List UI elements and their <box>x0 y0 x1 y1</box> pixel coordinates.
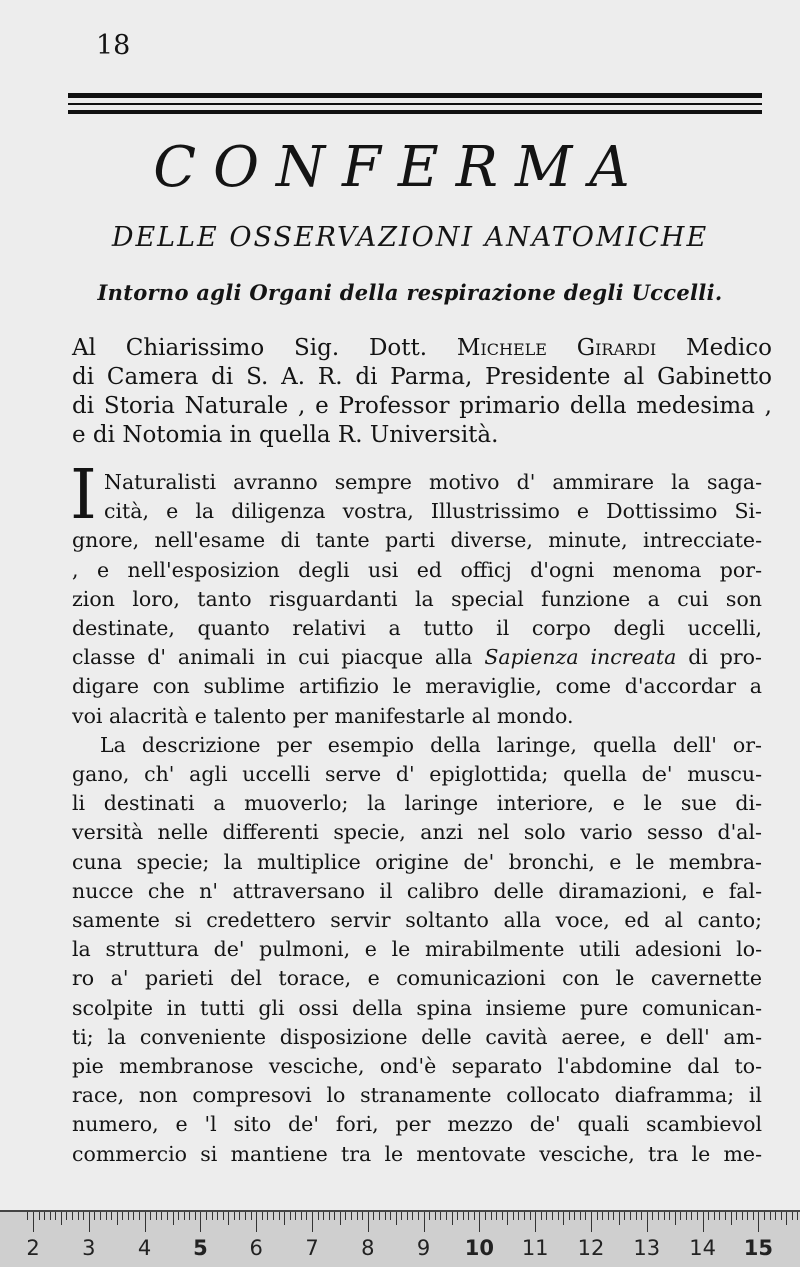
ruler-tick <box>78 1212 79 1220</box>
dedication-line: di Storia Naturale , e Professor primario della medesima , <box>72 393 772 419</box>
ruler-tick <box>602 1212 603 1220</box>
ruler-tick <box>256 1212 257 1232</box>
text-line: numero, e 'l sito de' fori, per mezzo de' quali scambievol <box>72 1112 762 1137</box>
ruler-label: 3 <box>82 1236 96 1260</box>
ruler-tick <box>318 1212 319 1220</box>
ruler-tick <box>150 1212 151 1220</box>
ruler-tick <box>541 1212 542 1220</box>
ruler-tick <box>239 1212 240 1220</box>
ruler-tick <box>100 1212 101 1220</box>
ruler-tick <box>636 1212 637 1220</box>
page-number: 18 <box>96 30 131 61</box>
ruler-tick <box>513 1212 514 1220</box>
ruler-label: 4 <box>137 1236 152 1260</box>
ruler-tick <box>630 1212 631 1220</box>
ruler-tick <box>457 1212 458 1220</box>
ruler-label: 14 <box>689 1236 716 1260</box>
ruler-tick <box>686 1212 687 1220</box>
ruler-tick <box>273 1212 274 1220</box>
ruler-tick <box>468 1212 469 1220</box>
ruler-tick <box>61 1212 62 1225</box>
ruler-tick <box>558 1212 559 1220</box>
text-segment: classe d' animali in cui piacque alla <box>72 645 473 670</box>
text-line: commercio si mantiene tra le mentovate vesciche, tra le me- <box>72 1141 762 1166</box>
ruler-tick <box>362 1212 363 1220</box>
ruler-tick <box>167 1212 168 1220</box>
ruler-tick <box>714 1212 715 1220</box>
ruler-tick <box>708 1212 709 1220</box>
ruler-tick <box>664 1212 665 1220</box>
ruler-tick <box>552 1212 553 1220</box>
ruler-tick <box>66 1212 67 1220</box>
ruler-tick <box>463 1212 464 1220</box>
ruler-tick <box>647 1212 648 1232</box>
ruler-tick <box>597 1212 598 1220</box>
ruler-tick <box>39 1212 40 1220</box>
dedication-name: Michele Girardi <box>456 335 657 361</box>
ruler-tick <box>725 1212 726 1220</box>
body-text <box>72 468 762 1169</box>
ruler-tick <box>792 1212 793 1220</box>
text-line: la struttura de' pulmoni, e le mirabilmente utili adesioni lo- <box>72 937 762 962</box>
ruler-tick <box>55 1212 56 1220</box>
ruler-tick <box>580 1212 581 1220</box>
text-line: samente si credettero servir soltanto alla voce, ed al canto; <box>72 908 762 933</box>
measuring-ruler <box>0 1210 800 1267</box>
ruler-tick <box>329 1212 330 1220</box>
ruler-tick <box>546 1212 547 1220</box>
ruler-tick <box>290 1212 291 1220</box>
ruler-tick <box>742 1212 743 1220</box>
ruler-tick <box>569 1212 570 1220</box>
dedication-line <box>72 334 772 363</box>
ruler-tick <box>200 1212 201 1232</box>
text-line: zion loro, tanto risguardanti la special funzione a cui son <box>72 586 762 611</box>
ruler-tick <box>340 1212 341 1225</box>
ruler-tick <box>184 1212 185 1220</box>
ruler-tick <box>345 1212 346 1220</box>
ruler-tick <box>424 1212 425 1232</box>
ruler-tick <box>357 1212 358 1220</box>
ruler-tick <box>758 1212 759 1232</box>
ruler-tick <box>518 1212 519 1220</box>
ruler-tick <box>491 1212 492 1220</box>
ruler-tick <box>44 1212 45 1220</box>
ruler-tick <box>379 1212 380 1220</box>
ruler-label: 7 <box>305 1236 319 1260</box>
ruler-tick <box>94 1212 95 1220</box>
ruler-tick <box>122 1212 123 1220</box>
ruler-tick <box>753 1212 754 1220</box>
ruler-tick <box>731 1212 732 1225</box>
ruler-tick <box>770 1212 771 1220</box>
ruler-tick <box>145 1212 146 1232</box>
ruler-label: 13 <box>633 1236 661 1260</box>
ruler-tick <box>401 1212 402 1220</box>
ruler-tick <box>33 1212 34 1232</box>
ruler-tick <box>89 1212 90 1232</box>
ruler-tick <box>563 1212 564 1225</box>
ruler-tick <box>574 1212 575 1220</box>
text-line: cuna specie; la multiplice origine de' bronchi, e le membra- <box>72 849 762 874</box>
ruler-tick <box>697 1212 698 1220</box>
ruler-tick <box>245 1212 246 1220</box>
ruler-tick <box>446 1212 447 1220</box>
ruler-tick <box>675 1212 676 1225</box>
ruler-tick <box>368 1212 369 1232</box>
text-line: voi alacrità e talento per manifestarle al mondo. <box>72 703 574 728</box>
ruler-tick <box>719 1212 720 1220</box>
ruler-tick <box>223 1212 224 1220</box>
header-rule-thin <box>68 103 762 105</box>
ruler-tick <box>373 1212 374 1220</box>
ruler-label: 5 <box>193 1236 208 1260</box>
text-line: La descrizione per esempio della laringe, quella dell' or- <box>100 732 762 757</box>
ruler-tick <box>535 1212 536 1232</box>
ruler-tick <box>156 1212 157 1220</box>
drop-cap: I <box>70 456 97 535</box>
ruler-tick <box>385 1212 386 1220</box>
ruler-tick <box>228 1212 229 1225</box>
text-line: Naturalisti avranno sempre motivo d' ammirare la saga- <box>104 470 762 494</box>
ruler-tick <box>279 1212 280 1220</box>
ruler-tick <box>452 1212 453 1225</box>
ruler-tick <box>736 1212 737 1220</box>
text-segment: di pro- <box>688 645 762 670</box>
page-subtitle: DELLE OSSERVAZIONI ANATOMICHE <box>111 222 709 253</box>
ruler-tick <box>72 1212 73 1220</box>
ruler-tick <box>306 1212 307 1220</box>
ruler-tick <box>797 1212 798 1220</box>
ruler-tick <box>323 1212 324 1220</box>
ruler-tick <box>178 1212 179 1220</box>
ruler-tick <box>262 1212 263 1220</box>
ruler-tick <box>195 1212 196 1220</box>
text-line: li destinati a muoverlo; la laringe interiore, e le sue di- <box>72 791 762 816</box>
ruler-tick <box>83 1212 84 1220</box>
ruler-tick <box>502 1212 503 1220</box>
ruler-tick <box>390 1212 391 1220</box>
ruler-tick <box>524 1212 525 1220</box>
ruler-tick <box>775 1212 776 1220</box>
header-rule-thick <box>68 93 762 98</box>
ruler-tick <box>591 1212 592 1232</box>
ruler-tick <box>652 1212 653 1220</box>
text-line: gnore, nell'esame di tante parti diverse, minute, intrecciate- <box>72 528 762 553</box>
text-line: gano, ch' agli uccelli serve d' epiglottida; quella de' muscu- <box>72 762 762 787</box>
ruler-tick <box>485 1212 486 1220</box>
ruler-label: 8 <box>361 1236 375 1260</box>
text-line: versità nelle differenti specie, anzi nel solo vario sesso d'al- <box>72 820 762 845</box>
text-line: nucce che n' attraversano il calibro delle diramazioni, e fal- <box>72 878 762 903</box>
ruler-label: 15 <box>743 1236 774 1260</box>
ruler-tick <box>284 1212 285 1225</box>
page-title: CONFERMA <box>153 135 647 200</box>
dedication-line: e di Notomia in quella R. Università. <box>72 422 499 448</box>
ruler-tick <box>691 1212 692 1220</box>
dedication-title: Medico <box>686 335 773 361</box>
ruler-tick <box>106 1212 107 1220</box>
ruler-tick <box>613 1212 614 1220</box>
ruler-tick <box>161 1212 162 1220</box>
ruler-label: 12 <box>577 1236 605 1260</box>
text-line <box>72 643 762 672</box>
ruler-tick <box>212 1212 213 1220</box>
ruler-tick <box>27 1212 28 1220</box>
ruler-tick <box>334 1212 335 1220</box>
ruler-tick <box>50 1212 51 1220</box>
ruler-label: 2 <box>26 1236 40 1260</box>
ruler-tick <box>407 1212 408 1220</box>
ruler-tick <box>396 1212 397 1225</box>
ruler-tick <box>111 1212 112 1220</box>
ruler-tick <box>641 1212 642 1220</box>
ruler-tick <box>217 1212 218 1220</box>
ruler-tick <box>267 1212 268 1220</box>
ruler-tick <box>747 1212 748 1220</box>
text-line: ti; la conveniente disposizione delle cavità aeree, e dell' am- <box>72 1024 762 1049</box>
ruler-tick <box>301 1212 302 1220</box>
ruler-tick <box>173 1212 174 1225</box>
ruler-tick <box>429 1212 430 1220</box>
text-emphasis: Sapienza increata <box>484 645 677 670</box>
ruler-tick <box>206 1212 207 1220</box>
ruler-tick <box>619 1212 620 1225</box>
ruler-tick <box>496 1212 497 1220</box>
text-line: pie membranose vesciche, ond'è separato l'abdomine dal to- <box>72 1054 762 1079</box>
ruler-tick <box>703 1212 704 1232</box>
ruler-tick <box>530 1212 531 1220</box>
dedication-salutation: Al Chiarissimo Sig. Dott. <box>72 335 428 361</box>
ruler-tick <box>295 1212 296 1220</box>
text-line: digare con sublime artifizio le meraviglie, come d'accordar a <box>72 674 762 699</box>
ruler-tick <box>412 1212 413 1220</box>
ruler-tick <box>117 1212 118 1225</box>
ruler-tick <box>786 1212 787 1225</box>
ruler-tick <box>479 1212 480 1232</box>
page-topic: Intorno agli Organi della respirazione degli Uccelli. <box>97 280 723 305</box>
ruler-tick <box>585 1212 586 1220</box>
ruler-tick <box>764 1212 765 1220</box>
ruler-label: 6 <box>249 1236 263 1260</box>
ruler-tick <box>624 1212 625 1220</box>
text-line: race, non compresovi lo stranamente collocato diaframma; il <box>72 1083 762 1108</box>
text-line: cità, e la diligenza vostra, Illustrissimo e Dottissimo Si- <box>104 499 762 524</box>
ruler-tick <box>474 1212 475 1220</box>
ruler-tick <box>680 1212 681 1220</box>
header-rule-bottom <box>68 110 762 114</box>
ruler-tick <box>234 1212 235 1220</box>
dedication-line: di Camera di S. A. R. di Parma, Presidente al Gabinetto <box>72 364 772 390</box>
text-line: destinate, quanto relativi a tutto il corpo degli uccelli, <box>72 616 762 641</box>
ruler-tick <box>440 1212 441 1220</box>
ruler-tick <box>507 1212 508 1225</box>
ruler-tick <box>351 1212 352 1220</box>
ruler-tick <box>435 1212 436 1220</box>
ruler-tick <box>251 1212 252 1220</box>
text-line: scolpite in tutti gli ossi della spina insieme pure comunican- <box>72 995 762 1020</box>
ruler-tick <box>189 1212 190 1220</box>
ruler-label: 11 <box>521 1236 549 1260</box>
ruler-tick <box>312 1212 313 1232</box>
ruler-tick <box>128 1212 129 1220</box>
ruler-tick <box>669 1212 670 1220</box>
text-line: , e nell'esposizion degli usi ed officj d'ogni menoma por- <box>72 557 762 582</box>
ruler-tick <box>781 1212 782 1220</box>
ruler-tick <box>418 1212 419 1220</box>
ruler-tick <box>133 1212 134 1220</box>
ruler-label: 10 <box>464 1236 495 1260</box>
ruler-tick <box>608 1212 609 1220</box>
text-line: ro a' parieti del torace, e comunicazioni con le cavernette <box>72 966 762 991</box>
ruler-tick <box>658 1212 659 1220</box>
ruler-label: 9 <box>416 1236 431 1260</box>
dedication <box>72 334 772 450</box>
ruler-tick <box>139 1212 140 1220</box>
